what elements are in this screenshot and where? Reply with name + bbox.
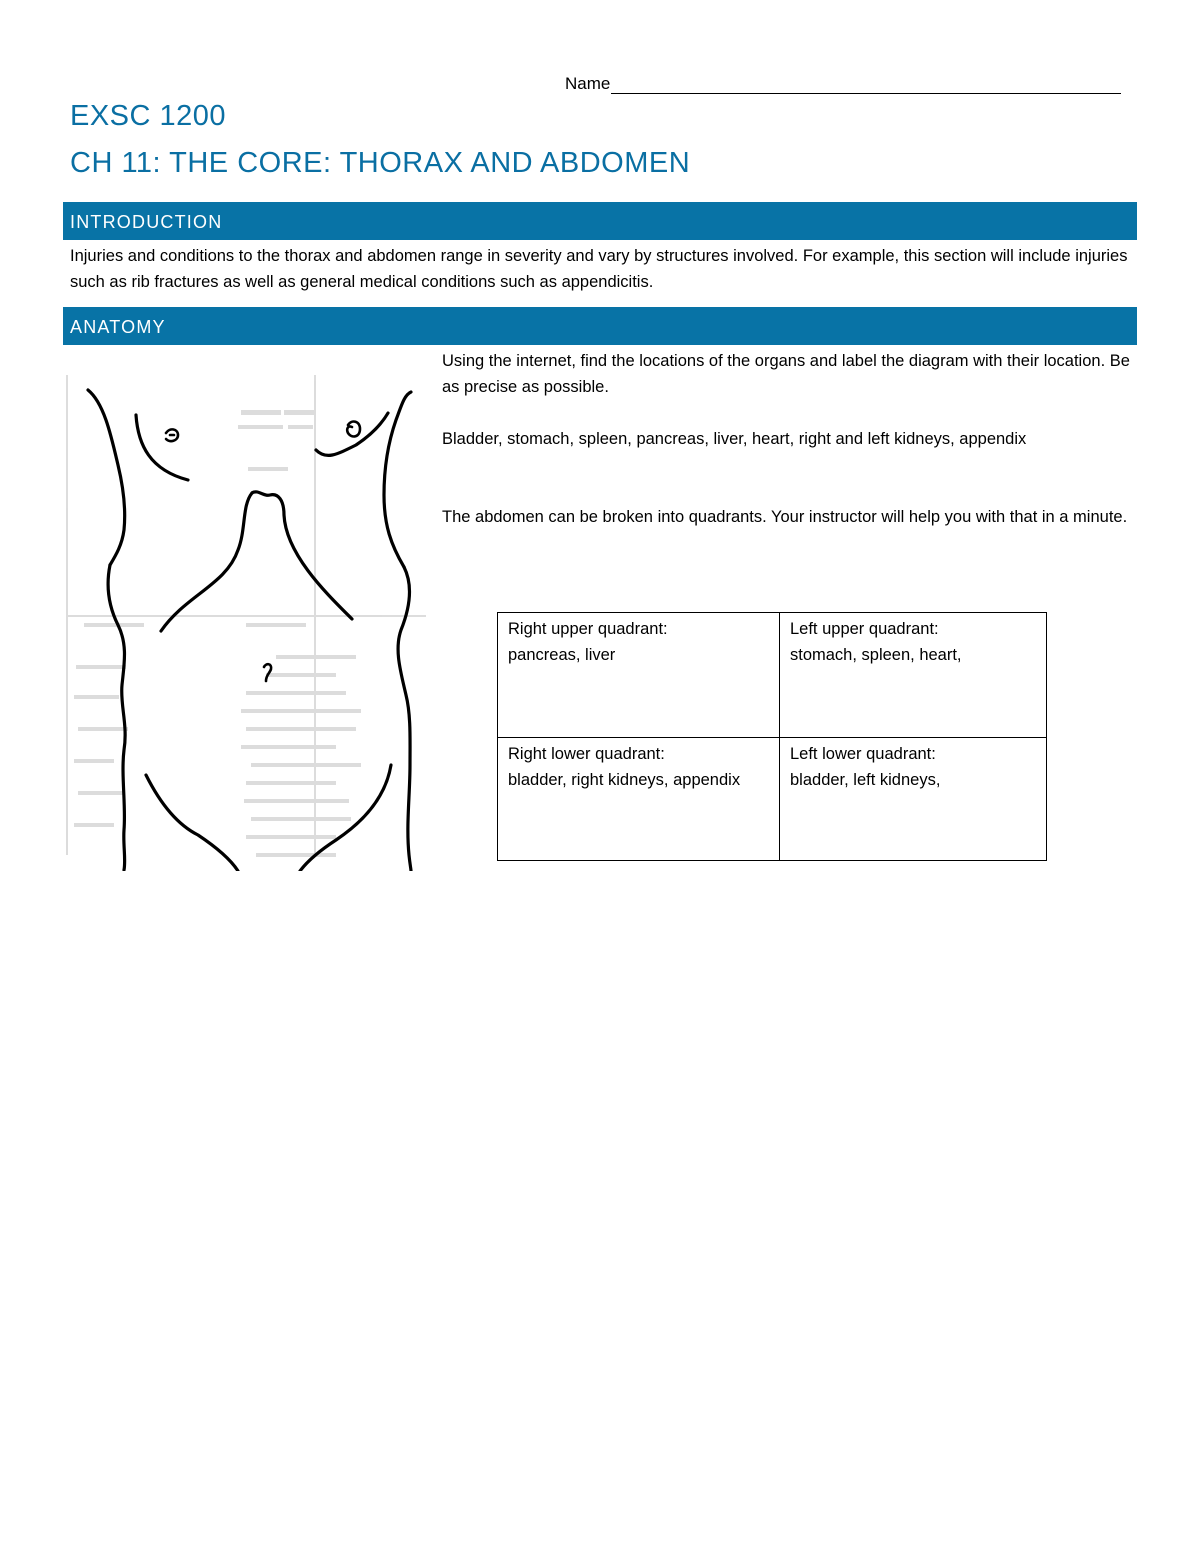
- right-torso-outline: [398, 567, 411, 871]
- right-upper-quadrant-cell[interactable]: [498, 613, 780, 738]
- quadrant-label: Right upper quadrant:: [508, 620, 668, 638]
- quadrant-answer: bladder, right kidneys, appendix: [508, 771, 741, 789]
- quadrant-table: [497, 612, 1047, 861]
- introduction-heading: INTRODUCTION: [63, 202, 1137, 240]
- right-nipple: [347, 422, 360, 437]
- left-nipple: [166, 429, 178, 441]
- anatomy-heading: ANATOMY: [63, 307, 1137, 345]
- quadrant-label: Right lower quadrant:: [508, 745, 665, 763]
- organ-list: Bladder, stomach, spleen, pancreas, liver, heart, right and left kidneys, appendix: [442, 430, 1027, 448]
- name-label: Name: [565, 74, 611, 93]
- quadrant-label: Left lower quadrant:: [790, 745, 936, 763]
- anatomy-instructions: [442, 348, 1142, 530]
- navel: [264, 664, 271, 681]
- right-shoulder-outline: [384, 392, 411, 567]
- quadrant-answer: bladder, left kidneys,: [790, 771, 941, 789]
- instruction-text: Using the internet, find the locations of the organs and label the diagram with their location. Be as precise as possible.: [442, 352, 1130, 396]
- faded-background-text: [66, 375, 426, 857]
- course-title: EXSC 1200: [70, 100, 227, 132]
- chapter-title: CH 11: THE CORE: THORAX AND ABDOMEN: [70, 147, 691, 179]
- name-blank-line: [611, 75, 1121, 94]
- left-upper-quadrant-cell[interactable]: [780, 613, 1047, 738]
- quadrant-answer: pancreas, liver: [508, 646, 616, 664]
- quadrant-label: Left upper quadrant:: [790, 620, 939, 638]
- sternum-left-line: [161, 493, 252, 631]
- table-row: [498, 613, 1047, 738]
- name-field: [565, 74, 1121, 94]
- left-groin-line: [146, 775, 238, 871]
- right-pectoral-line: [316, 413, 388, 455]
- left-lower-quadrant-cell[interactable]: [780, 738, 1047, 861]
- table-row: [498, 738, 1047, 861]
- torso-diagram: [66, 355, 431, 871]
- left-pectoral-line: [136, 415, 188, 480]
- quadrant-answer: stomach, spleen, heart,: [790, 646, 962, 664]
- sternum-right-line: [252, 492, 352, 619]
- quadrant-note: The abdomen can be broken into quadrants. Your instructor will help you with that in a minute.: [442, 508, 1128, 526]
- right-lower-quadrant-cell[interactable]: [498, 738, 780, 861]
- left-shoulder-outline: [88, 390, 125, 565]
- introduction-text: Injuries and conditions to the thorax and abdomen range in severity and vary by structures involved. For example, this section will include injuries such as rib fractures as well as general medical conditions such as appendicitis.: [70, 247, 1128, 291]
